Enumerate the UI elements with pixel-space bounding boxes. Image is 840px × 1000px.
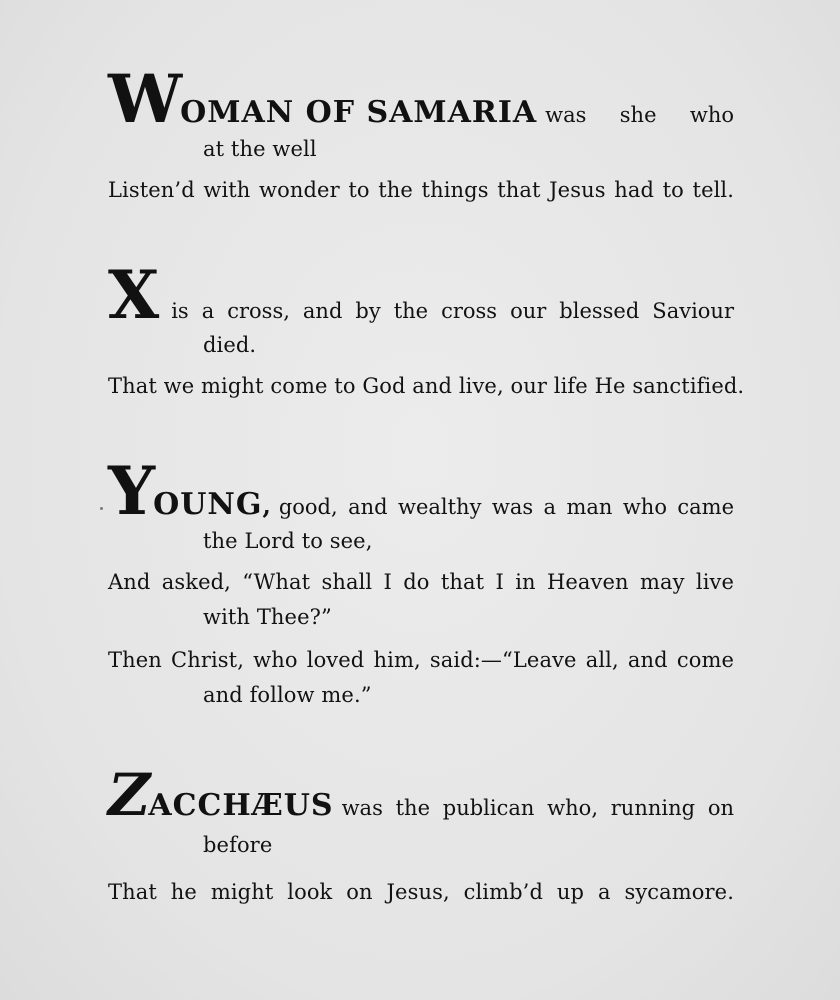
stanza-zacchaeus	[108, 762, 734, 910]
heading-rest-text: good, and wealthy was a man who came	[278, 495, 734, 519]
verse-line: at the well	[203, 137, 317, 161]
heading-rest-text: is a cross, and by the cross our blessed Saviour	[171, 299, 734, 323]
stanza-heading	[108, 60, 734, 138]
paper-speck	[100, 507, 103, 510]
verse-line: with Thee?”	[203, 605, 332, 629]
heading-small-caps: ACCHÆUS	[148, 788, 334, 823]
stanza-heading	[108, 762, 734, 828]
drop-cap-initial: Z	[108, 761, 149, 829]
stanza-x-cross	[108, 256, 745, 404]
verse-line: and follow me.”	[203, 683, 372, 707]
verse-line: Then Christ, who loved him, said:—“Leave all, and come	[108, 648, 734, 672]
heading-rest-text: was she who	[545, 103, 734, 127]
stanza-young-man	[108, 452, 734, 713]
verse-line: before	[203, 833, 273, 857]
heading-small-caps: OMAN OF SAMARIA	[180, 95, 538, 130]
verse-line: And asked, “What shall I do that I in Heaven may live	[108, 570, 734, 594]
verse-line: That we might come to God and live, our life He sanctified.	[108, 374, 745, 398]
verse-line: Listen’d with wonder to the things that Jesus had to tell.	[108, 178, 734, 202]
verse-line: That he might look on Jesus, climb’d up a sycamore.	[108, 880, 734, 904]
verse-line: died.	[203, 333, 257, 357]
drop-cap-initial: X	[108, 256, 158, 334]
heading-rest-text: was the publican who, running on	[341, 796, 734, 820]
verse-line: the Lord to see,	[203, 529, 373, 553]
stanza-woman-of-samaria	[108, 60, 734, 208]
heading-small-caps: OUNG	[153, 487, 263, 522]
heading-punctuation: ,	[262, 491, 271, 520]
drop-cap-initial: Y	[108, 452, 154, 530]
stanza-heading	[108, 452, 734, 530]
stanza-heading	[108, 256, 734, 334]
drop-cap-initial: W	[108, 60, 181, 138]
